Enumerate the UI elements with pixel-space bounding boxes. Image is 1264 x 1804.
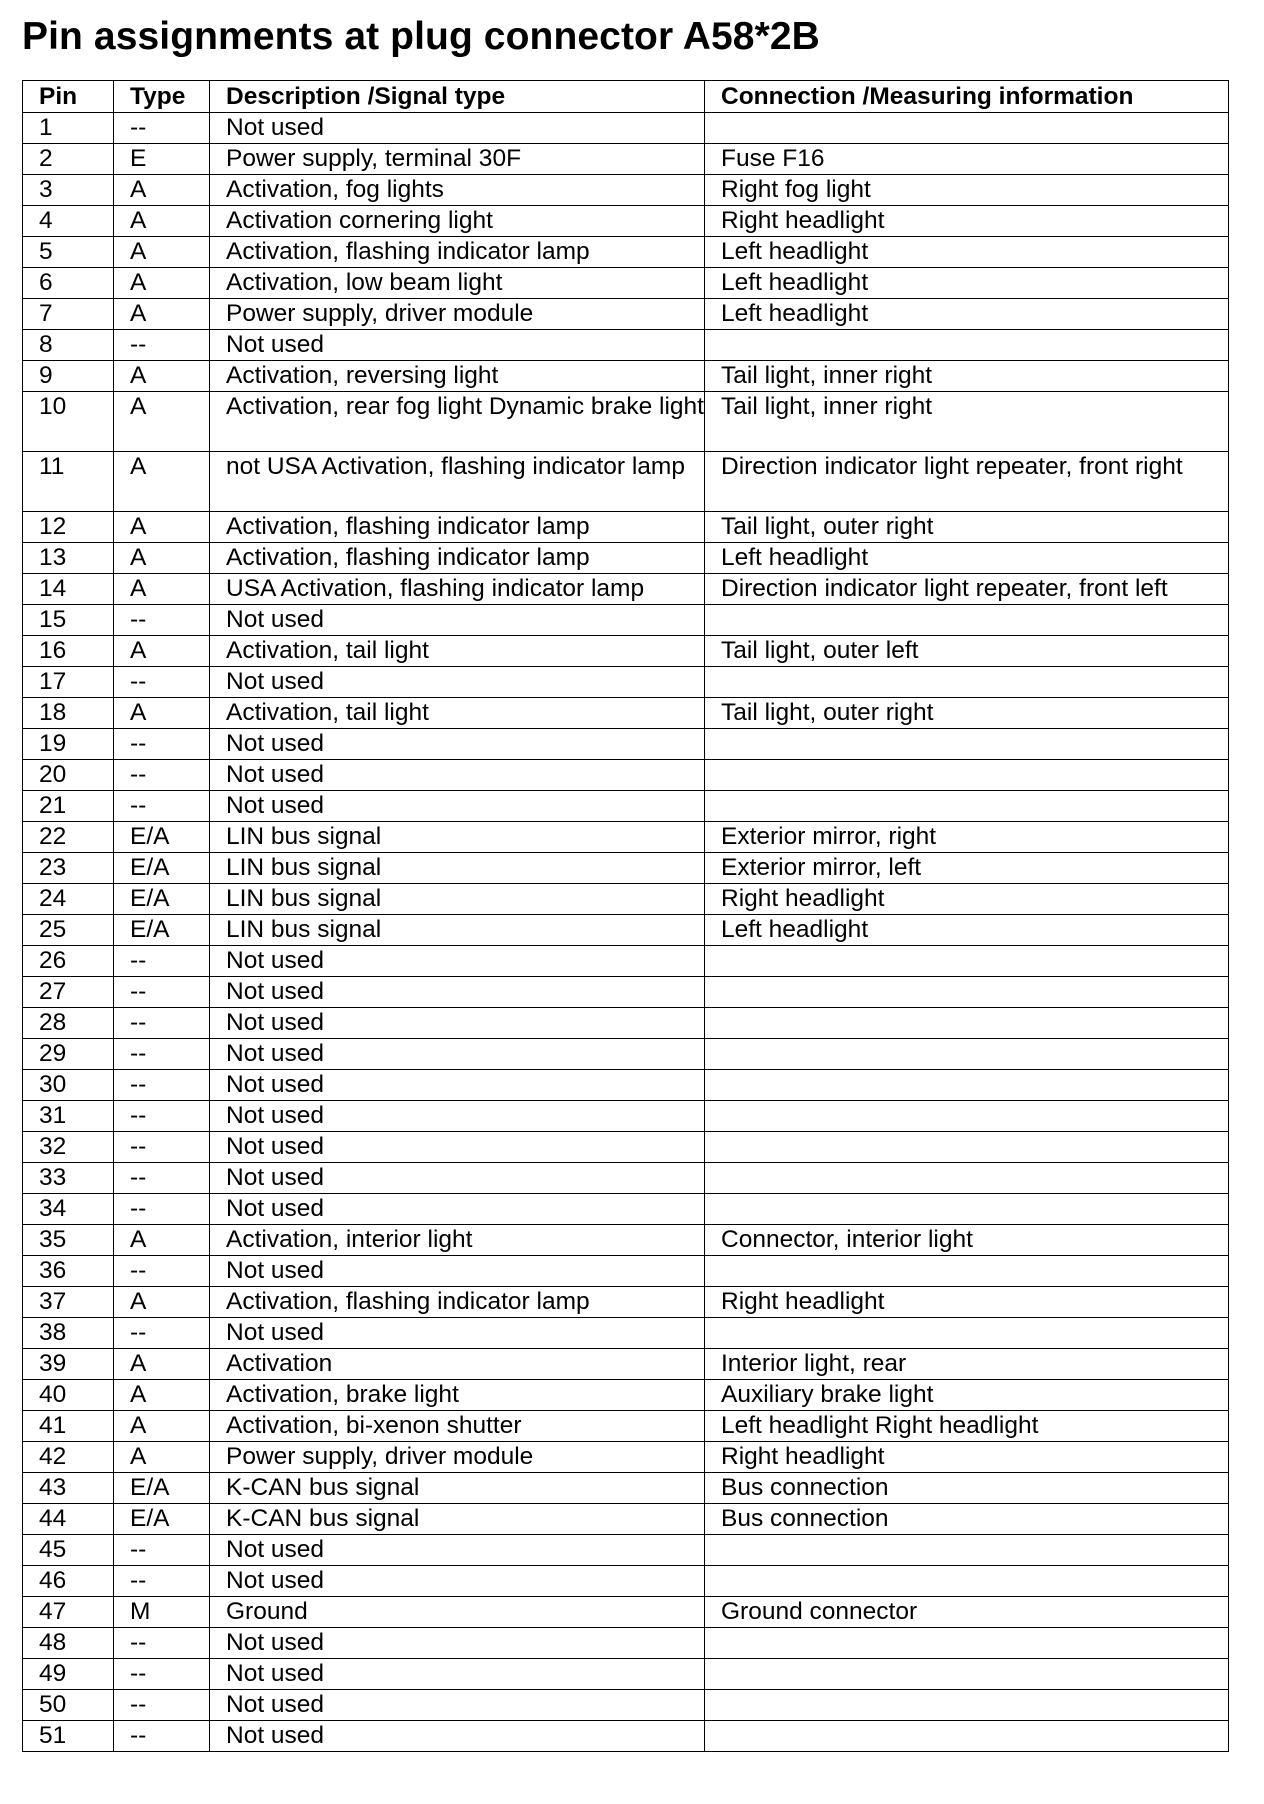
- cell-pin: 33: [23, 1163, 114, 1194]
- table-row: [23, 977, 1229, 1008]
- table-row: [23, 1690, 1229, 1721]
- cell-type: A: [114, 512, 210, 543]
- cell-connection: Exterior mirror, left: [705, 853, 1229, 884]
- cell-type: E/A: [114, 1473, 210, 1504]
- table-row: [23, 1566, 1229, 1597]
- table-row: [23, 791, 1229, 822]
- table-row: [23, 1535, 1229, 1566]
- cell-pin: 16: [23, 636, 114, 667]
- cell-connection: [705, 729, 1229, 760]
- cell-type: --: [114, 729, 210, 760]
- cell-connection: Left headlight: [705, 237, 1229, 268]
- cell-type: --: [114, 605, 210, 636]
- table-row: [23, 1132, 1229, 1163]
- cell-type: --: [114, 791, 210, 822]
- cell-type: --: [114, 1101, 210, 1132]
- cell-pin: 41: [23, 1411, 114, 1442]
- cell-description: Not used: [210, 977, 705, 1008]
- cell-type: A: [114, 1349, 210, 1380]
- cell-connection: Tail light, inner right: [705, 392, 1229, 452]
- cell-type: --: [114, 1070, 210, 1101]
- pin-assignment-table: [22, 80, 1229, 1752]
- cell-connection: Fuse F16: [705, 144, 1229, 175]
- cell-connection: [705, 1256, 1229, 1287]
- cell-pin: 30: [23, 1070, 114, 1101]
- cell-connection: Interior light, rear: [705, 1349, 1229, 1380]
- cell-type: --: [114, 760, 210, 791]
- table-row: [23, 1473, 1229, 1504]
- cell-description: Activation, flashing indicator lamp: [210, 543, 705, 574]
- cell-pin: 3: [23, 175, 114, 206]
- table-row: [23, 512, 1229, 543]
- cell-description: Not used: [210, 1566, 705, 1597]
- table-row: [23, 667, 1229, 698]
- cell-pin: 10: [23, 392, 114, 452]
- cell-description: Activation, tail light: [210, 636, 705, 667]
- cell-connection: Bus connection: [705, 1473, 1229, 1504]
- table-row: [23, 822, 1229, 853]
- cell-type: A: [114, 574, 210, 605]
- cell-pin: 26: [23, 946, 114, 977]
- cell-description: Not used: [210, 729, 705, 760]
- cell-type: --: [114, 1721, 210, 1752]
- table-row: [23, 946, 1229, 977]
- table-row: [23, 1039, 1229, 1070]
- cell-description: Not used: [210, 791, 705, 822]
- cell-type: E/A: [114, 822, 210, 853]
- cell-type: A: [114, 1380, 210, 1411]
- cell-connection: [705, 1721, 1229, 1752]
- cell-description: Activation, flashing indicator lamp: [210, 237, 705, 268]
- cell-description: Power supply, terminal 30F: [210, 144, 705, 175]
- cell-pin: 44: [23, 1504, 114, 1535]
- cell-connection: [705, 1039, 1229, 1070]
- cell-connection: [705, 1659, 1229, 1690]
- cell-connection: [705, 1566, 1229, 1597]
- table-row: [23, 729, 1229, 760]
- cell-connection: [705, 113, 1229, 144]
- table-row: [23, 113, 1229, 144]
- cell-connection: Tail light, outer right: [705, 512, 1229, 543]
- cell-connection: [705, 791, 1229, 822]
- cell-connection: Direction indicator light repeater, front right: [705, 452, 1229, 512]
- table-row: [23, 543, 1229, 574]
- cell-type: --: [114, 667, 210, 698]
- column-header-pin: Pin: [23, 81, 114, 113]
- cell-type: A: [114, 361, 210, 392]
- table-row: [23, 1194, 1229, 1225]
- cell-type: E/A: [114, 1504, 210, 1535]
- cell-description: Activation, interior light: [210, 1225, 705, 1256]
- table-row: [23, 1504, 1229, 1535]
- cell-description: Not used: [210, 1721, 705, 1752]
- cell-description: Power supply, driver module: [210, 1442, 705, 1473]
- cell-pin: 39: [23, 1349, 114, 1380]
- cell-pin: 48: [23, 1628, 114, 1659]
- cell-pin: 9: [23, 361, 114, 392]
- table-row: [23, 1008, 1229, 1039]
- cell-type: --: [114, 1535, 210, 1566]
- cell-description: Not used: [210, 1163, 705, 1194]
- cell-description: Not used: [210, 1039, 705, 1070]
- cell-pin: 5: [23, 237, 114, 268]
- cell-type: M: [114, 1597, 210, 1628]
- cell-description: Not used: [210, 1008, 705, 1039]
- cell-pin: 37: [23, 1287, 114, 1318]
- cell-description: Activation: [210, 1349, 705, 1380]
- cell-connection: Ground connector: [705, 1597, 1229, 1628]
- cell-type: A: [114, 636, 210, 667]
- table-row: [23, 392, 1229, 452]
- table-row: [23, 1442, 1229, 1473]
- cell-type: A: [114, 1225, 210, 1256]
- cell-pin: 47: [23, 1597, 114, 1628]
- cell-description: LIN bus signal: [210, 822, 705, 853]
- cell-pin: 35: [23, 1225, 114, 1256]
- table-row: [23, 574, 1229, 605]
- table-row: [23, 237, 1229, 268]
- cell-pin: 12: [23, 512, 114, 543]
- cell-connection: [705, 1690, 1229, 1721]
- cell-connection: [705, 1070, 1229, 1101]
- cell-pin: 25: [23, 915, 114, 946]
- table-row: [23, 1256, 1229, 1287]
- cell-description: Not used: [210, 1690, 705, 1721]
- cell-type: --: [114, 1566, 210, 1597]
- cell-connection: Bus connection: [705, 1504, 1229, 1535]
- cell-connection: Left headlight: [705, 915, 1229, 946]
- cell-connection: Auxiliary brake light: [705, 1380, 1229, 1411]
- cell-pin: 21: [23, 791, 114, 822]
- cell-type: A: [114, 268, 210, 299]
- cell-connection: Left headlight Right headlight: [705, 1411, 1229, 1442]
- cell-pin: 7: [23, 299, 114, 330]
- cell-description: Activation, flashing indicator lamp: [210, 512, 705, 543]
- cell-pin: 18: [23, 698, 114, 729]
- cell-type: A: [114, 1411, 210, 1442]
- cell-connection: Tail light, outer left: [705, 636, 1229, 667]
- page-title: Pin assignments at plug connector A58*2B: [22, 15, 820, 58]
- cell-description: Activation cornering light: [210, 206, 705, 237]
- cell-description: Not used: [210, 113, 705, 144]
- cell-connection: [705, 946, 1229, 977]
- cell-type: E/A: [114, 915, 210, 946]
- cell-pin: 23: [23, 853, 114, 884]
- table-row: [23, 452, 1229, 512]
- cell-pin: 49: [23, 1659, 114, 1690]
- table-row: [23, 1287, 1229, 1318]
- cell-description: Activation, brake light: [210, 1380, 705, 1411]
- cell-type: --: [114, 1659, 210, 1690]
- cell-connection: [705, 1101, 1229, 1132]
- cell-description: K-CAN bus signal: [210, 1504, 705, 1535]
- column-header-description: Description /Signal type: [210, 81, 705, 113]
- cell-description: Not used: [210, 1070, 705, 1101]
- cell-pin: 46: [23, 1566, 114, 1597]
- cell-description: LIN bus signal: [210, 853, 705, 884]
- cell-description: Not used: [210, 1628, 705, 1659]
- cell-type: A: [114, 698, 210, 729]
- table-row: [23, 1628, 1229, 1659]
- cell-pin: 50: [23, 1690, 114, 1721]
- cell-description: LIN bus signal: [210, 915, 705, 946]
- cell-connection: Right fog light: [705, 175, 1229, 206]
- cell-description: LIN bus signal: [210, 884, 705, 915]
- cell-description: Activation, flashing indicator lamp: [210, 1287, 705, 1318]
- cell-pin: 8: [23, 330, 114, 361]
- column-header-connection: Connection /Measuring information: [705, 81, 1229, 113]
- cell-connection: Direction indicator light repeater, front left: [705, 574, 1229, 605]
- cell-connection: [705, 605, 1229, 636]
- cell-type: E/A: [114, 884, 210, 915]
- cell-type: E/A: [114, 853, 210, 884]
- table-row: [23, 1225, 1229, 1256]
- cell-connection: [705, 1008, 1229, 1039]
- table-row: [23, 1380, 1229, 1411]
- cell-connection: Right headlight: [705, 884, 1229, 915]
- cell-description: Not used: [210, 1101, 705, 1132]
- cell-connection: [705, 1535, 1229, 1566]
- cell-description: Not used: [210, 760, 705, 791]
- cell-type: --: [114, 977, 210, 1008]
- table-row: [23, 1070, 1229, 1101]
- cell-pin: 43: [23, 1473, 114, 1504]
- cell-description: Not used: [210, 946, 705, 977]
- cell-connection: [705, 1318, 1229, 1349]
- cell-pin: 6: [23, 268, 114, 299]
- table-row: [23, 1101, 1229, 1132]
- cell-pin: 19: [23, 729, 114, 760]
- cell-connection: Left headlight: [705, 299, 1229, 330]
- table-row: [23, 330, 1229, 361]
- table-row: [23, 1659, 1229, 1690]
- cell-connection: [705, 667, 1229, 698]
- cell-type: A: [114, 237, 210, 268]
- cell-description: Not used: [210, 330, 705, 361]
- cell-description: Activation, rear fog light Dynamic brake light: [210, 392, 705, 452]
- cell-pin: 20: [23, 760, 114, 791]
- cell-pin: 36: [23, 1256, 114, 1287]
- cell-description: Not used: [210, 1132, 705, 1163]
- cell-connection: Right headlight: [705, 206, 1229, 237]
- cell-type: --: [114, 1318, 210, 1349]
- table-row: [23, 884, 1229, 915]
- cell-pin: 28: [23, 1008, 114, 1039]
- cell-type: A: [114, 206, 210, 237]
- cell-type: --: [114, 1039, 210, 1070]
- cell-connection: Exterior mirror, right: [705, 822, 1229, 853]
- table-row: [23, 853, 1229, 884]
- cell-description: Not used: [210, 1318, 705, 1349]
- table-row: [23, 915, 1229, 946]
- cell-connection: Left headlight: [705, 268, 1229, 299]
- cell-pin: 24: [23, 884, 114, 915]
- table-row: [23, 1349, 1229, 1380]
- cell-connection: [705, 1194, 1229, 1225]
- table-row: [23, 1597, 1229, 1628]
- table-row: [23, 361, 1229, 392]
- cell-connection: Tail light, inner right: [705, 361, 1229, 392]
- column-header-type: Type: [114, 81, 210, 113]
- cell-pin: 22: [23, 822, 114, 853]
- table-header-row: [23, 81, 1229, 113]
- cell-pin: 42: [23, 1442, 114, 1473]
- cell-description: Not used: [210, 1535, 705, 1566]
- cell-connection: [705, 1628, 1229, 1659]
- cell-type: --: [114, 1132, 210, 1163]
- cell-pin: 1: [23, 113, 114, 144]
- cell-description: Not used: [210, 605, 705, 636]
- cell-description: Activation, tail light: [210, 698, 705, 729]
- cell-type: A: [114, 392, 210, 452]
- cell-description: Power supply, driver module: [210, 299, 705, 330]
- cell-description: Not used: [210, 1194, 705, 1225]
- cell-type: --: [114, 1163, 210, 1194]
- cell-type: --: [114, 1008, 210, 1039]
- cell-pin: 45: [23, 1535, 114, 1566]
- table-row: [23, 605, 1229, 636]
- table-body: [23, 113, 1229, 1752]
- table-row: [23, 1721, 1229, 1752]
- table-row: [23, 268, 1229, 299]
- table-row: [23, 144, 1229, 175]
- cell-description: Activation, low beam light: [210, 268, 705, 299]
- table-row: [23, 299, 1229, 330]
- cell-description: K-CAN bus signal: [210, 1473, 705, 1504]
- cell-description: Activation, reversing light: [210, 361, 705, 392]
- cell-description: Ground: [210, 1597, 705, 1628]
- cell-pin: 29: [23, 1039, 114, 1070]
- cell-pin: 38: [23, 1318, 114, 1349]
- cell-type: --: [114, 113, 210, 144]
- cell-connection: [705, 760, 1229, 791]
- table-row: [23, 1318, 1229, 1349]
- cell-type: A: [114, 1287, 210, 1318]
- cell-type: E: [114, 144, 210, 175]
- cell-pin: 51: [23, 1721, 114, 1752]
- cell-connection: [705, 1163, 1229, 1194]
- cell-type: --: [114, 946, 210, 977]
- table-row: [23, 206, 1229, 237]
- cell-description: not USA Activation, flashing indicator lamp: [210, 452, 705, 512]
- cell-pin: 14: [23, 574, 114, 605]
- table-row: [23, 636, 1229, 667]
- cell-pin: 40: [23, 1380, 114, 1411]
- table-row: [23, 175, 1229, 206]
- cell-pin: 11: [23, 452, 114, 512]
- table-row: [23, 760, 1229, 791]
- cell-pin: 32: [23, 1132, 114, 1163]
- cell-description: Activation, fog lights: [210, 175, 705, 206]
- cell-connection: Left headlight: [705, 543, 1229, 574]
- cell-pin: 34: [23, 1194, 114, 1225]
- cell-pin: 15: [23, 605, 114, 636]
- cell-pin: 4: [23, 206, 114, 237]
- cell-description: Not used: [210, 667, 705, 698]
- cell-connection: Right headlight: [705, 1287, 1229, 1318]
- cell-connection: Connector, interior light: [705, 1225, 1229, 1256]
- cell-type: --: [114, 1194, 210, 1225]
- cell-connection: [705, 1132, 1229, 1163]
- table-row: [23, 1411, 1229, 1442]
- cell-pin: 13: [23, 543, 114, 574]
- cell-type: A: [114, 1442, 210, 1473]
- cell-type: --: [114, 1690, 210, 1721]
- cell-type: --: [114, 1256, 210, 1287]
- cell-type: A: [114, 543, 210, 574]
- table-row: [23, 698, 1229, 729]
- cell-type: A: [114, 452, 210, 512]
- cell-description: Not used: [210, 1659, 705, 1690]
- cell-description: Activation, bi-xenon shutter: [210, 1411, 705, 1442]
- cell-type: A: [114, 175, 210, 206]
- cell-pin: 27: [23, 977, 114, 1008]
- cell-pin: 2: [23, 144, 114, 175]
- cell-connection: Right headlight: [705, 1442, 1229, 1473]
- table-row: [23, 1163, 1229, 1194]
- cell-type: --: [114, 330, 210, 361]
- cell-connection: [705, 330, 1229, 361]
- cell-type: --: [114, 1628, 210, 1659]
- cell-connection: [705, 977, 1229, 1008]
- cell-description: Not used: [210, 1256, 705, 1287]
- cell-description: USA Activation, flashing indicator lamp: [210, 574, 705, 605]
- cell-connection: Tail light, outer right: [705, 698, 1229, 729]
- cell-pin: 31: [23, 1101, 114, 1132]
- cell-type: A: [114, 299, 210, 330]
- cell-pin: 17: [23, 667, 114, 698]
